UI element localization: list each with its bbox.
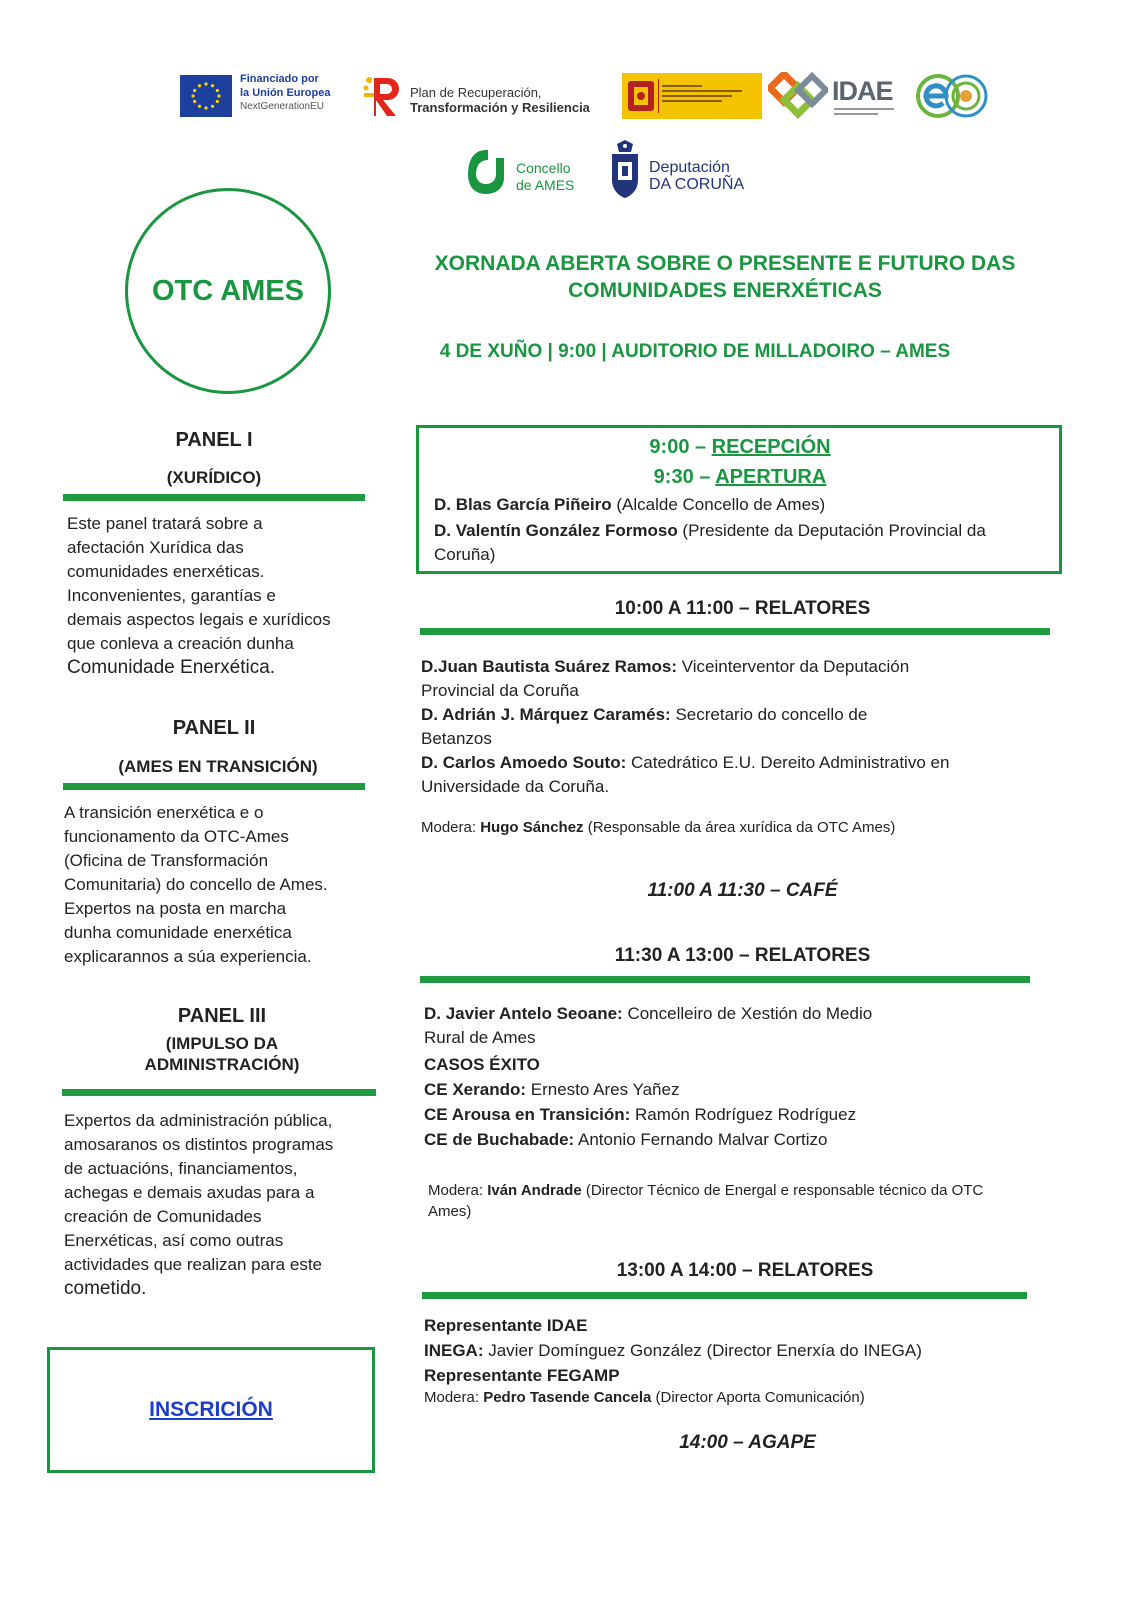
deputacion-text bbox=[649, 159, 744, 193]
agape: 14:00 – AGAPE bbox=[679, 1432, 816, 1453]
session-2-speaker-1-role: Concelleiro de Xestión do Medio bbox=[622, 1004, 873, 1023]
moderator-label: Modera: bbox=[424, 1389, 484, 1406]
opening-speaker-1: D. Blas García Piñeiro (Alcalde Concello de Ames) bbox=[434, 495, 826, 514]
panel-2-line: A transición enerxética e o bbox=[64, 803, 264, 822]
inscricion-box bbox=[47, 1347, 375, 1473]
panel-2-line: dunha comunidade enerxética bbox=[64, 923, 292, 942]
slot-reception bbox=[410, 436, 1070, 459]
panel-2-subtitle: (AMES EN TRANSICIÓN) bbox=[118, 757, 318, 776]
panel-1-line: Este panel tratará sobre a bbox=[67, 514, 263, 533]
eu-line-2: la Unión Europea bbox=[240, 87, 331, 99]
panel-1-line: que conleva a creación dunha bbox=[67, 634, 294, 653]
moderator-label: Modera: bbox=[421, 819, 481, 836]
event-date-place: 4 DE XUÑO | 9:00 | AUDITORIO DE MILLADOIRO – AMES bbox=[439, 341, 951, 362]
session-1-speaker-3-name: D. Carlos Amoedo Souto: bbox=[421, 753, 627, 772]
panel-3-line: cometido. bbox=[64, 1278, 147, 1299]
session-3-divider bbox=[422, 1292, 1027, 1299]
panel-3-line: creación de Comunidades bbox=[64, 1207, 262, 1226]
session-3-speakers bbox=[424, 1314, 1074, 1388]
panel-3-line: actividades que realizan para este bbox=[64, 1255, 322, 1274]
slot-reception-time: 9:00 – bbox=[649, 436, 712, 458]
deputacion-crest-icon bbox=[609, 140, 641, 198]
session-1-heading: 10:00 A 11:00 – RELATORES bbox=[614, 598, 871, 619]
coffee-break: 11:00 A 11:30 – CAFÉ bbox=[647, 880, 838, 901]
moderator-name: Hugo Sánchez bbox=[480, 819, 584, 836]
session-3-moderator bbox=[424, 1387, 1064, 1408]
panel-3-subtitle-line-1: (IMPULSO DA bbox=[165, 1034, 279, 1053]
panel-2-line: Expertos na posta en marcha bbox=[64, 899, 287, 918]
dep-line-2: DA CORUÑA bbox=[649, 176, 745, 193]
moderator-name: Pedro Tasende Cancela bbox=[483, 1389, 652, 1406]
moderator-role: (Director Aporta Comunicación) bbox=[651, 1389, 865, 1406]
panel-1-description bbox=[67, 512, 367, 680]
title-line-1: XORNADA ABERTA SOBRE O PRESENTE E FUTURO DAS bbox=[434, 252, 1016, 275]
panel-3-subtitle bbox=[72, 1033, 372, 1075]
prtr-line-1: Plan de Recuperación, bbox=[410, 85, 542, 100]
session-1-speaker-3-role-cont: Universidade da Coruña. bbox=[421, 777, 610, 796]
dep-line-1: Deputación bbox=[649, 159, 730, 176]
panel-2-line: (Oficina de Transformación bbox=[64, 851, 269, 870]
case-2-person: Ramón Rodríguez Rodríguez bbox=[630, 1105, 857, 1124]
panel-3-line: Enerxéticas, así como outras bbox=[64, 1231, 284, 1250]
panel-1-line: afectación Xurídica das bbox=[67, 538, 244, 557]
panel-1-line: Inconvenientes, garantías e bbox=[67, 586, 276, 605]
case-3-person: Antonio Fernando Malvar Cortizo bbox=[574, 1130, 828, 1149]
panel-1-line: demais aspectos legais e xurídicos bbox=[67, 610, 331, 629]
eu-flag-icon bbox=[180, 75, 232, 117]
panel-2-divider bbox=[63, 783, 365, 790]
session-1-speaker-2-role: Secretario do concello de bbox=[670, 705, 868, 724]
panel-1-subtitle: (XURÍDICO) bbox=[166, 468, 262, 487]
slot-opening-label: APERTURA bbox=[715, 466, 827, 488]
session-1-speaker-3-role: Catedrático E.U. Dereito Administrativo en bbox=[626, 753, 950, 772]
session-3-heading: 13:00 A 14:00 – RELATORES bbox=[616, 1260, 874, 1281]
panel-3-line: amosaranos os distintos programas bbox=[64, 1135, 334, 1154]
session-2-speaker-1-name: D. Javier Antelo Seoane: bbox=[424, 1004, 623, 1023]
moderator-role: (Director Técnico de Energal e responsable técnico da OTC bbox=[581, 1182, 984, 1199]
panel-1-title: PANEL I bbox=[175, 429, 253, 451]
case-3-name: CE de Buchabade: bbox=[424, 1130, 575, 1149]
session-3-rep-fegamp: Representante FEGAMP bbox=[424, 1366, 620, 1385]
session-2-speaker-1-role-cont: Rural de Ames bbox=[424, 1028, 536, 1047]
ministry-logo-text-icon bbox=[662, 83, 757, 110]
session-1-speakers bbox=[421, 655, 1061, 799]
session-1-speaker-2-role-cont: Betanzos bbox=[421, 729, 492, 748]
opening-speaker-2: D. Valentín González Formoso (Presidente da Deputación Provincial da bbox=[434, 521, 986, 540]
slot-opening-time: 9:30 – bbox=[653, 466, 716, 488]
otc-ames-badge bbox=[125, 188, 331, 394]
moderator-name: Iván Andrade bbox=[487, 1182, 582, 1199]
panel-1-line: Comunidade Enerxética. bbox=[67, 657, 276, 678]
success-cases-heading: CASOS ÉXITO bbox=[424, 1055, 540, 1074]
panel-3-line: Expertos da administración pública, bbox=[64, 1111, 333, 1130]
session-1-speaker-1-role: Viceinterventor da Deputación bbox=[677, 657, 910, 676]
session-1-speaker-1-name: D.Juan Bautista Suárez Ramos: bbox=[421, 657, 678, 676]
session-2-moderator bbox=[428, 1180, 1078, 1222]
idae-symbol-icon bbox=[768, 72, 828, 120]
eu-line-3: NextGenerationEU bbox=[240, 101, 324, 112]
prtr-r-logo-icon bbox=[362, 74, 402, 118]
session-1-speaker-1-role-cont: Provincial da Coruña bbox=[421, 681, 579, 700]
inscricion-link[interactable]: INSCRICIÓN bbox=[149, 1398, 273, 1421]
session-3-inega-person: Javier Domínguez González (Director Enerxía do INEGA) bbox=[483, 1341, 922, 1360]
panel-2-line: funcionamento da OTC-Ames bbox=[64, 827, 289, 846]
concello-ames-icon bbox=[466, 148, 506, 196]
ece-logo-icon bbox=[910, 72, 990, 120]
opening-speakers bbox=[434, 493, 1059, 567]
opening-speaker-2-cont: Coruña) bbox=[434, 545, 496, 564]
case-2-name: CE Arousa en Transición: bbox=[424, 1105, 631, 1124]
badge-label: OTC AMES bbox=[152, 274, 304, 307]
moderator-role: (Responsable da área xurídica da OTC Ames) bbox=[583, 819, 896, 836]
session-2-speakers bbox=[424, 1002, 1064, 1152]
panel-3-divider bbox=[62, 1089, 376, 1096]
idae-subtitle-icon bbox=[834, 107, 914, 119]
title-line-2: COMUNIDADES ENERXÉTICAS bbox=[568, 279, 882, 302]
panel-1-divider bbox=[63, 494, 365, 501]
panel-3-description bbox=[64, 1109, 376, 1301]
panel-2-line: explicarannos a súa experiencia. bbox=[64, 947, 312, 966]
moderator-role-cont: Ames) bbox=[428, 1203, 472, 1220]
panel-1-line: comunidades enerxéticas. bbox=[67, 562, 265, 581]
prtr-logo-text bbox=[410, 85, 590, 115]
panel-3-title: PANEL III bbox=[177, 1005, 267, 1027]
slot-reception-label: RECEPCIÓN bbox=[711, 436, 831, 458]
panel-3-line: de actuacións, financiamentos, bbox=[64, 1159, 298, 1178]
session-2-heading: 11:30 A 13:00 – RELATORES bbox=[614, 945, 871, 966]
event-title bbox=[360, 250, 1090, 304]
session-1-moderator bbox=[421, 817, 1061, 838]
case-1-name: CE Xerando: bbox=[424, 1080, 527, 1099]
panel-3-line: achegas e demais axudas para a bbox=[64, 1183, 315, 1202]
panel-2-description bbox=[64, 801, 374, 969]
concello-ames-text bbox=[516, 160, 574, 194]
session-3-rep-idae: Representante IDAE bbox=[424, 1316, 588, 1335]
eu-funding-logo-text bbox=[240, 72, 330, 114]
moderator-label: Modera: bbox=[428, 1182, 488, 1199]
prtr-line-2: Transformación y Resiliencia bbox=[410, 100, 590, 115]
session-3-inega-label: INEGA: bbox=[424, 1341, 484, 1360]
ames-line-2: de AMES bbox=[516, 177, 575, 193]
panel-2-line: Comunitaria) do concello de Ames. bbox=[64, 875, 328, 894]
ames-line-1: Concello bbox=[516, 160, 571, 176]
eu-line-1: Financiado por bbox=[240, 73, 319, 85]
case-1-person: Ernesto Ares Yañez bbox=[526, 1080, 680, 1099]
session-1-divider bbox=[420, 628, 1050, 635]
session-1-speaker-2-name: D. Adrián J. Márquez Caramés: bbox=[421, 705, 671, 724]
panel-3-subtitle-line-2: ADMINISTRACIÓN) bbox=[144, 1055, 300, 1074]
idae-logo-text: IDAE bbox=[832, 76, 893, 106]
session-2-divider bbox=[420, 976, 1030, 983]
slot-opening bbox=[410, 466, 1070, 489]
panel-2-title: PANEL II bbox=[172, 717, 256, 739]
